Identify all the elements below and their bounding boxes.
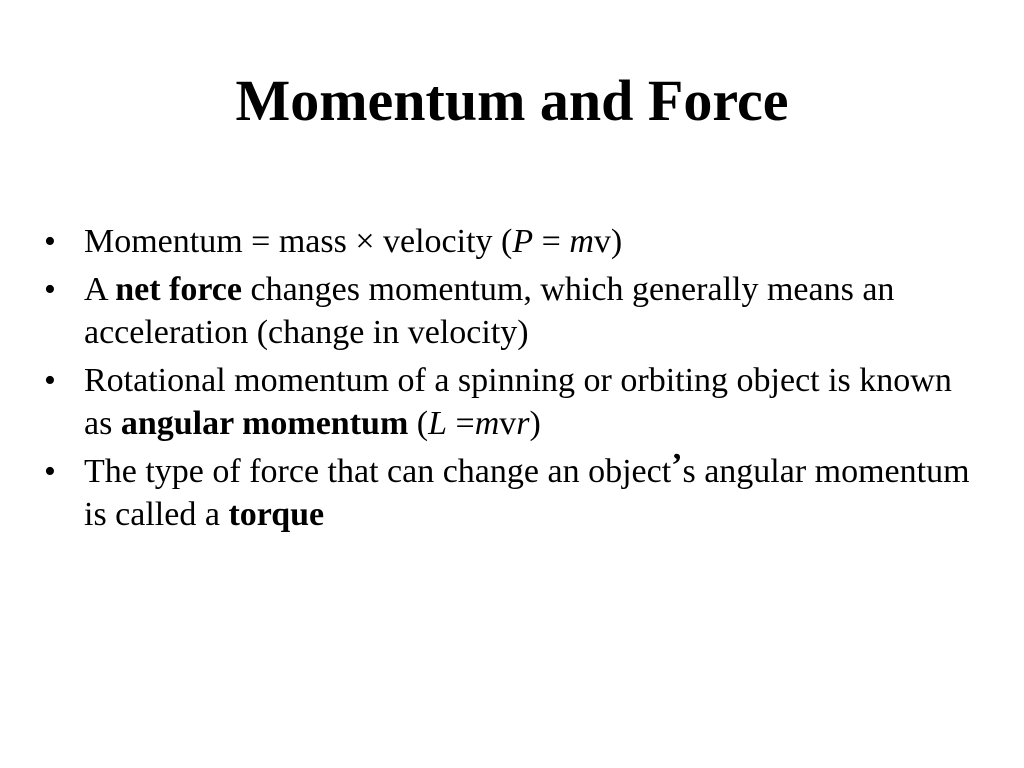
bullet-net-force: • A net force changes momentum, which generally means an acceleration (change in velocity): [44, 268, 984, 354]
term-net-force: net force: [115, 271, 242, 308]
bullet-icon: •: [44, 362, 56, 399]
bullet-icon: •: [44, 223, 56, 260]
term-angular-momentum: angular momentum: [120, 405, 409, 442]
bullet-momentum-definition: • Momentum = mass × velocity (P = mv): [44, 220, 984, 263]
bullet-angular-momentum: • Rotational momentum of a spinning or orbiting object is known as angular momentum (L =mvr): [44, 359, 984, 445]
slide-title: Momentum and Force: [235, 68, 789, 133]
term-torque: torque: [228, 496, 325, 533]
bullet-icon: •: [44, 271, 56, 308]
bullet-torque: • The type of force that can change an object’s angular momentum is called a torque: [44, 447, 970, 533]
bullet-list: [44, 220, 984, 541]
bullet-icon: •: [44, 453, 56, 490]
